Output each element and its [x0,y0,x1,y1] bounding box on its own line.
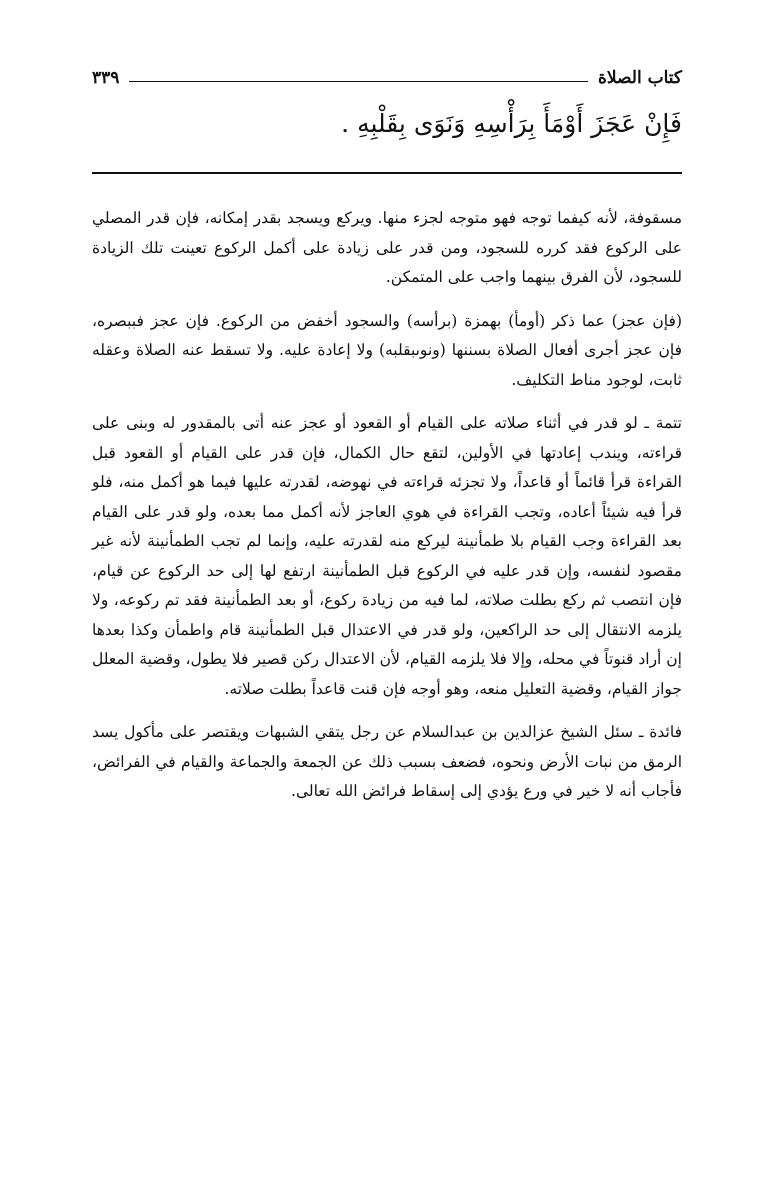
commentary-paragraph: تتمة ـ لو قدر في أثناء صلاته على القيام أو القعود أو عجز عنه أتى بالمقدور له وبنى على قراءته، ويندب إعادتها في الأولين، لتقع حال الكمال، فإن قدر على القيام أو القعود قبل القراءة قرأ قائماً أو قاعداً، ولا تجزئه قراءته في نهوضه، لقدرته عليها فيما هو أكمل منه، فلو قرأ فيه شيئاً أعاده، وتجب القراءة في هوي العاجز لأنه أكمل مما بعده، ولو قدر على القيام بعد القراءة وجب القيام بلا طمأنينة ليركع منه لقدرته عليه، وإنما لم تجب الطمأنينة لأنه غير مقصود لنفسه، وإن قدر عليه في الركوع قبل الطمأنينة ارتفع لها إلى حد الركوع عن قيام، فإن انتصب ثم ركع بطلت صلاته، لما فيه من زيادة ركوع، أو بعد الطمأنينة فقد تم ركوعه، ولا يلزمه الانتقال إلى حد الراكعين، ولو قدر في الاعتدال قبل الطمأنينة قام واطمأن وكذا بعدها إن أراد قنوتاً في محله، وإلا فلا يلزمه القيام، لأن الاعتدال ركن قصير فلا يطول، وقضية المعلل جواز القيام، وقضية التعليل منعه، وهو أوجه فإن قنت قاعداً بطلت صلاته. [92,414,682,698]
commentary-paragraph: (فإن عجز) عما ذكر (أومأ) بهمزة (برأسه) والسجود أخفض من الركوع. فإن عجز فببصره، فإن عجز أجرى أفعال الصلاة بسننها (ونوىبقلبه) ولا إعادة عليه. ولا تسقط عنه الصلاة وعقله ثابت، لوجود مناط التكليف. [92,311,682,389]
matn-text: فَإِنْ عَجَزَ أَوْمَأَ بِرَأْسِهِ وَنَوَى بِقَلْبِهِ . [341,109,682,138]
commentary-paragraph: فائدة ـ سئل الشيخ عزالدين بن عبدالسلام عن رجل يتقي الشبهات ويقتصر على مأكول يسد الرمق من نبات الأرض ونحوه، فضعف بسبب ذلك عن الجمعة والجماعة والقيام في الفرائض، فأجاب أنه لا خير في ورع يؤدي إلى إسقاط فرائض الله تعالى. [92,723,682,800]
commentary [92,204,682,821]
running-header [92,64,682,92]
book-title: كتاب الصلاة [597,68,682,88]
commentary-paragraph: مسقوفة، لأنه كيفما توجه فهو متوجه لجزء منها. ويركع ويسجد بقدر إمكانه، فإن قدر المصلي على الركوع فقد كرره للسجود، ومن قدر على زيادة على أكمل الركوع تعينت تلك الزيادة للسجود، لأن الفرق بينهما واجب على المتمكن. [92,209,682,286]
matn-separator-rule [92,172,682,174]
page-number: ٣٣٩ [92,68,120,88]
header-rule [129,81,588,82]
